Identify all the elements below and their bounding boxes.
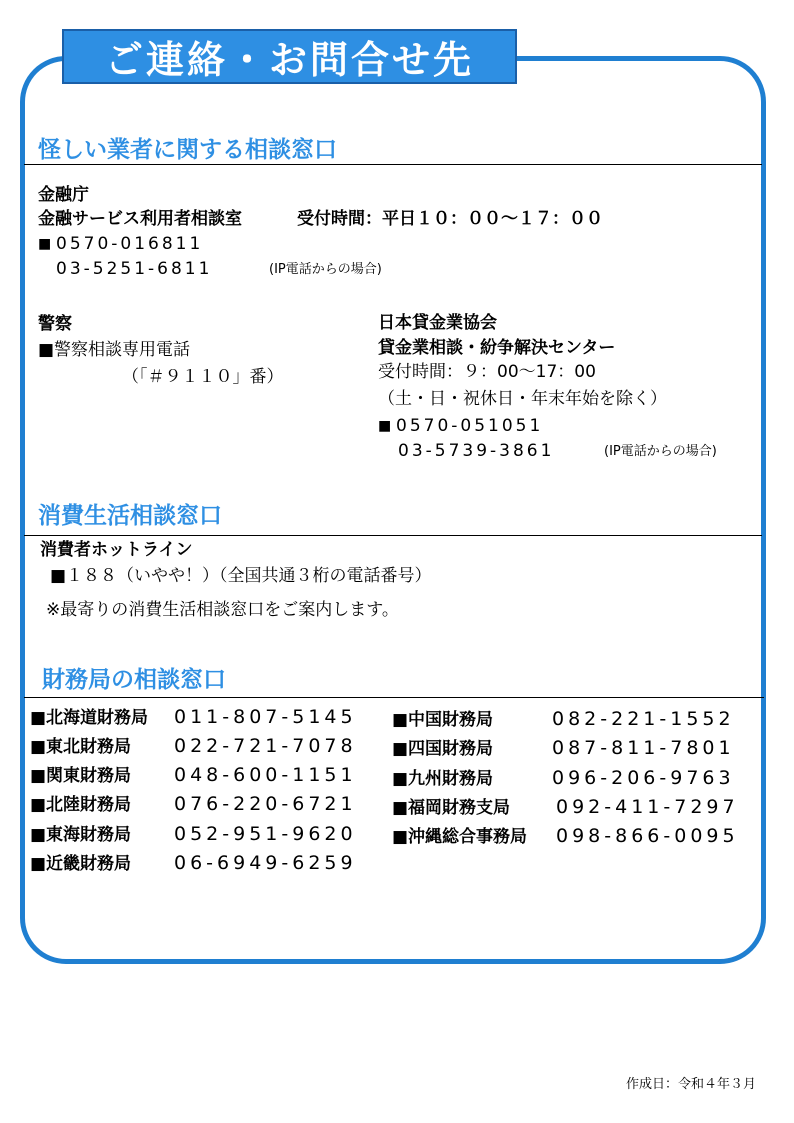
bureau-phone: 048-600-1151	[174, 764, 357, 786]
bullet-square-icon: ■	[378, 418, 392, 434]
bureau-name: ■関東財務局	[30, 766, 132, 786]
jfsa-closed: （土・日・祝休日・年末年始を除く）	[378, 389, 667, 409]
bullet-square-icon: ■	[38, 236, 52, 252]
page-title: ご連絡・お問合せ先	[62, 29, 517, 84]
hotline-note: ※最寄りの消費生活相談窓口をご案内します。	[46, 600, 399, 620]
bureau-phone: 076-220-6721	[174, 793, 357, 815]
bureau-phone: 022-721-7078	[174, 735, 357, 757]
police-number: （「＃９１１０」番）	[122, 367, 284, 387]
bureau-name: ■福岡財務支局	[392, 798, 511, 818]
bureau-name: ■北陸財務局	[30, 795, 132, 815]
jfsa-hours: 受付時間：９：00～17：00	[378, 362, 596, 382]
section-divider	[24, 164, 762, 165]
bureau-phone: 087-811-7801	[552, 737, 735, 759]
fsa-desk: 金融サービス利用者相談室	[38, 209, 242, 229]
bureau-name: ■中国財務局	[392, 710, 494, 730]
fsa-phone-2: 03-5251-6811	[56, 259, 213, 279]
bureau-phone: 06-6949-6259	[174, 852, 357, 874]
section-title-finance-bureaus: 財務局の相談窓口	[42, 667, 226, 693]
police-name: 警察	[38, 314, 72, 334]
hotline-name: 消費者ホットライン	[40, 540, 193, 560]
bureau-phone: 082-221-1552	[552, 708, 735, 730]
bureau-name: ■北海道財務局	[30, 708, 149, 728]
jfsa-name: 日本貸金業協会	[378, 313, 497, 333]
jfsa-phone-2-note: (IP電話からの場合)	[604, 444, 717, 459]
jfsa-phone-2: 03-5739-3861	[398, 441, 555, 461]
bureau-phone: 098-866-0095	[556, 825, 739, 847]
creation-date: 作成日：令和４年３月	[625, 1077, 756, 1092]
section-divider	[24, 535, 762, 536]
bureau-name: ■東海財務局	[30, 825, 132, 845]
section-title-consumer: 消費生活相談窓口	[38, 503, 222, 529]
fsa-phone-2-note: (IP電話からの場合)	[269, 262, 382, 277]
hotline-line: ■１８８（いやや！）（全国共通３桁の電話番号）	[50, 566, 432, 586]
bureau-name: ■九州財務局	[392, 769, 494, 789]
bureau-phone: 052-951-9620	[174, 823, 357, 845]
jfsa-center: 貸金業相談・紛争解決センター	[378, 338, 616, 358]
section-divider	[24, 697, 764, 698]
bureau-phone: 096-206-9763	[552, 767, 735, 789]
bureau-name: ■東北財務局	[30, 737, 132, 757]
fsa-hours: 受付時間：平日１０：００～１７：００	[297, 209, 603, 229]
bureau-phone: 011-807-5145	[174, 706, 357, 728]
jfsa-phone-1: 0570-051051	[396, 416, 544, 436]
bureau-name: ■四国財務局	[392, 739, 494, 759]
bureau-phone: 092-411-7297	[556, 796, 739, 818]
section-title-suspicious-dealers: 怪しい業者に関する相談窓口	[38, 137, 337, 163]
fsa-name: 金融庁	[38, 185, 89, 205]
bureau-name: ■近畿財務局	[30, 854, 132, 874]
fsa-phone-1: 0570-016811	[56, 234, 204, 254]
bureau-name: ■沖縄総合事務局	[392, 827, 528, 847]
police-line: ■警察相談専用電話	[38, 340, 191, 360]
